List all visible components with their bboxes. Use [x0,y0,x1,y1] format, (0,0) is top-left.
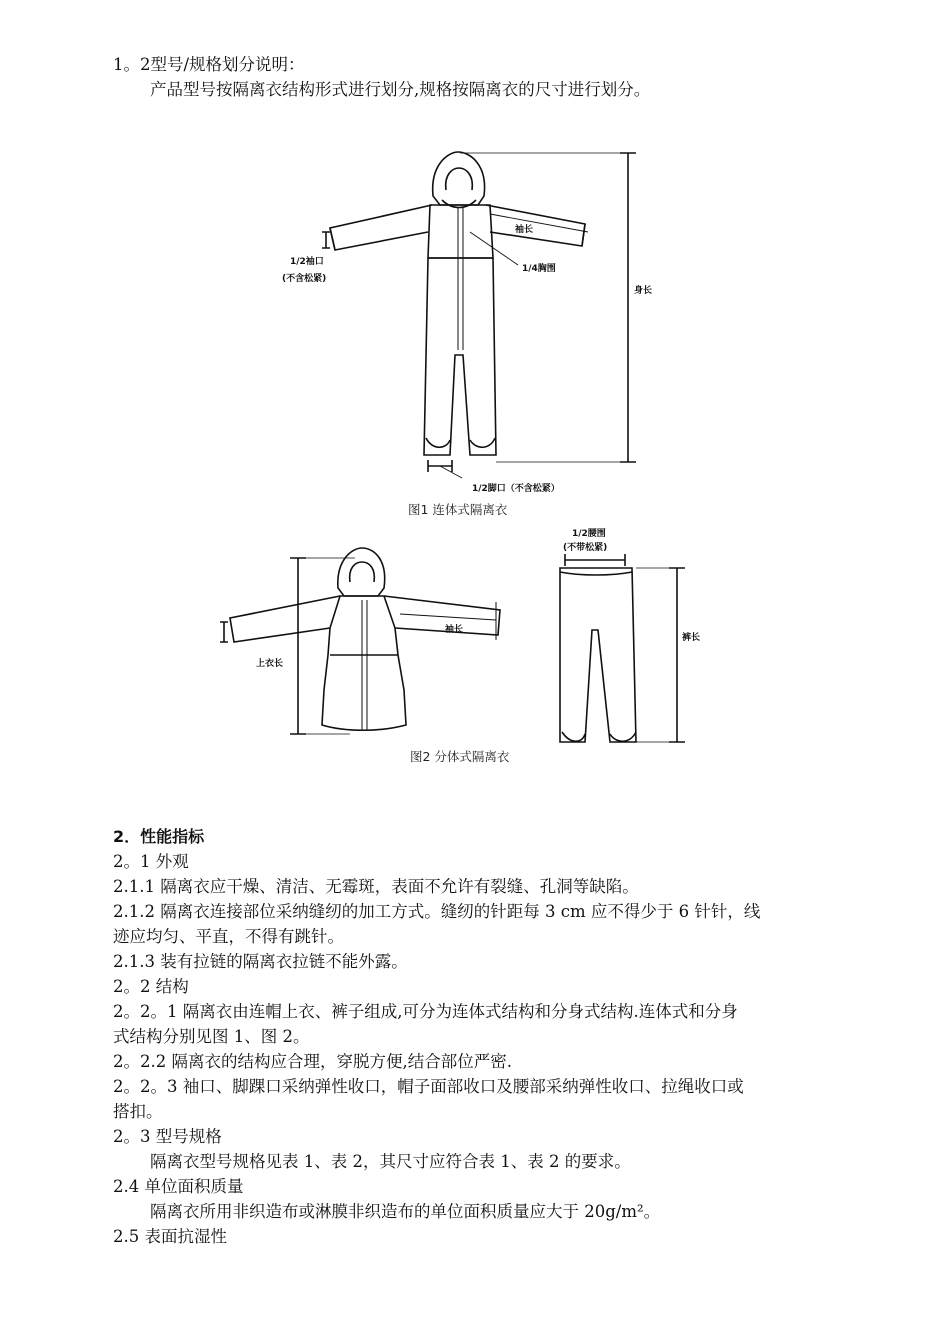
text-line: 2.5 表面抗湿性 [113,1227,227,1246]
label-pants-length: 裤长 [682,633,701,643]
label-cuff: 1/2袖口 [290,257,324,267]
text-line: 隔离衣型号规格见表 1、表 2，其尺寸应符合表 1、表 2 的要求。 [150,1152,631,1171]
text-line: 2.1.2 隔离衣连接部位采纳缝纫的加工方式。缝纫的针距每 3 cm 应不得少于 6 针针，线 [113,902,761,921]
label-sleeve: 袖长 [515,225,534,235]
figure-2-pants-drawing [560,554,685,742]
figure-1-drawing [322,152,636,478]
label-waist: 1/2腰围 [572,529,606,539]
intro-text: 产品型号按隔离衣结构形式进行划分,规格按隔离衣的尺寸进行划分。 [150,80,651,99]
figure-2-caption: 图2 分体式隔离衣 [410,749,510,764]
label-waist-note: (不带松紧) [563,543,608,553]
text-line: 2.4 单位面积质量 [113,1177,244,1196]
text-line: 2。1 外观 [113,852,189,871]
label-cuff-note: (不含松紧) [282,274,327,284]
text-line: 式结构分别见图 1、图 2。 [113,1027,310,1046]
text-line: 2。2。3 袖口、脚踝口采纳弹性收口，帽子面部收口及腰部采纳弹性收口、拉绳收口或 [113,1077,744,1096]
text-line: 搭扣。 [113,1102,163,1121]
text-line: 2。2.2 隔离衣的结构应合理，穿脱方便,结合部位严密. [113,1052,512,1071]
figure-2-two-piece-gown [0,520,950,820]
figure-2-jacket-drawing [220,548,500,734]
text-line: 隔离衣所用非织造布或淋膜非织造布的单位面积质量应大于 20g/m²。 [150,1202,661,1221]
label-chest: 1/4胸围 [522,264,556,274]
label-jacket-length: 上衣长 [256,659,284,669]
figure-1-caption: 图1 连体式隔离衣 [408,502,508,517]
text-line: 2。3 型号规格 [113,1127,222,1146]
text-line: 2.1.3 装有拉链的隔离衣拉链不能外露。 [113,952,408,971]
label-body-length: 身长 [634,286,653,296]
text-line: 2。2。1 隔离衣由连帽上衣、裤子组成,可分为连体式结构和分身式结构.连体式和分身 [113,1002,738,1021]
label-ankle: 1/2脚口（不含松紧） [472,484,560,494]
label-sleeve-2: 袖长 [445,625,464,635]
figure-1-one-piece-gown [0,0,950,530]
text-line: 2。2 结构 [113,977,189,996]
section-heading: 2．性能指标 [113,827,205,846]
text-line: 迹应均匀、平直，不得有跳针。 [113,927,344,946]
intro-heading: 1。2型号/规格划分说明： [113,55,305,74]
text-line: 2.1.1 隔离衣应干燥、清洁、无霉斑，表面不允许有裂缝、孔洞等缺陷。 [113,877,639,896]
